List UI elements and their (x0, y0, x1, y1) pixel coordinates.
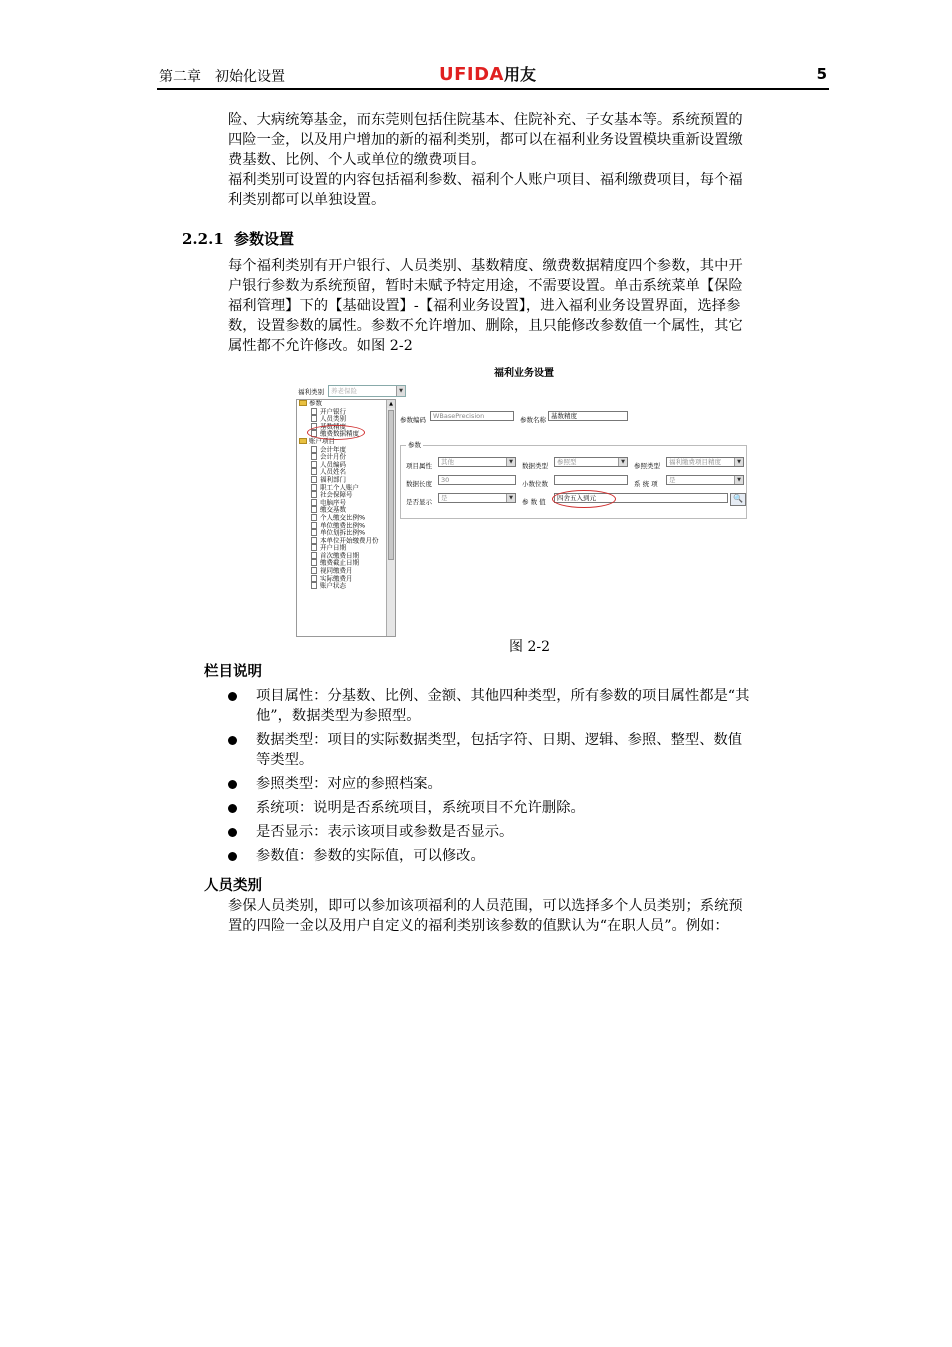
search-icon[interactable]: 🔍 (730, 493, 746, 506)
file-icon (311, 415, 317, 422)
tree-item-label: 福利部门 (320, 475, 346, 484)
chevron-down-icon[interactable]: ▼ (506, 458, 515, 466)
bullet-item (228, 822, 830, 842)
tree-item-label: 社会保障号 (320, 490, 353, 499)
tree-item-label: 人员编码 (320, 460, 346, 469)
chevron-down-icon[interactable]: ▼ (734, 476, 743, 484)
tree-item[interactable] (297, 582, 395, 590)
ref-type-select[interactable] (666, 457, 744, 467)
personnel-paragraph (228, 896, 830, 936)
file-icon (311, 484, 317, 491)
file-icon (311, 559, 317, 566)
tree-item-label: 开户日期 (320, 543, 346, 552)
tree-item-label: 缴费数据精度 (320, 429, 359, 438)
tree-item-label: 会计年度 (320, 445, 346, 454)
tree-item[interactable] (297, 461, 395, 469)
file-icon (311, 461, 317, 468)
display-select[interactable] (438, 493, 516, 503)
category-value: 养老保险 (331, 387, 357, 395)
tree-item-label: 缴交基数 (320, 505, 346, 514)
tree-item-label: 实际缴费月 (320, 574, 353, 583)
param-name-label: 参数名称 (520, 416, 546, 424)
tree-item[interactable] (297, 453, 395, 461)
tree-item[interactable] (297, 408, 395, 416)
welfare-settings-screenshot (294, 362, 748, 636)
file-icon (311, 582, 317, 589)
display-value: 是 (441, 494, 448, 502)
bullet-icon (228, 804, 237, 813)
text-line: 福利类别可设置的内容包括福利参数、福利个人账户项目、福利缴费项目，每个福 (228, 172, 743, 188)
bullet-icon (228, 828, 237, 837)
tree-item-label: 人员姓名 (320, 467, 346, 476)
red-highlight-circle (307, 425, 365, 440)
tree-item-label: 单位划拆比例% (320, 528, 366, 537)
page-header (157, 62, 829, 88)
tree-item[interactable] (297, 446, 395, 454)
tree-item-label: 视同缴费月 (320, 566, 353, 575)
tree-item[interactable] (297, 537, 395, 545)
file-icon (311, 506, 317, 513)
section-paragraph (228, 256, 830, 356)
tree-item-label: 账户状态 (320, 581, 346, 590)
tree-item-label: 首次缴费日期 (320, 551, 359, 560)
text-line: 费基数、比例、个人或单位的缴费项目。 (228, 152, 486, 168)
bullet-icon (228, 780, 237, 789)
file-icon (311, 537, 317, 544)
folder-icon (299, 438, 307, 444)
text-line: 等类型。 (256, 752, 314, 768)
tree-item-label: 电脑序号 (320, 498, 346, 507)
text-line: 利类别都可以单独设置。 (228, 192, 386, 208)
bullet-icon (228, 692, 237, 701)
bullet-item (228, 846, 830, 866)
text-line: 数据类型：项目的实际数据类型，包括字符、日期、逻辑、参照、整型、数值 (256, 732, 743, 748)
text-line: 数，设置参数的属性。参数不允许增加、删除，且只能修改参数值一个属性，其它 (228, 318, 743, 334)
section-title: 参数设置 (234, 230, 295, 248)
bullet-item (228, 798, 830, 818)
text-line: 项目属性：分基数、比例、金额、其他四种类型，所有参数的项目属性都是“其 (256, 688, 750, 704)
scroll-thumb[interactable] (388, 410, 394, 560)
tree-item[interactable] (297, 575, 395, 583)
section-heading (182, 228, 294, 249)
tree-item-label: 基数精度 (320, 422, 346, 431)
section-number: 2.2.1 (182, 230, 224, 248)
tree-item-label: 本单位开始缴费月份 (320, 536, 379, 545)
settings-tree[interactable] (296, 399, 396, 637)
tree-group[interactable] (297, 400, 395, 408)
param-value-field[interactable]: 四舍五入到元 (554, 493, 728, 503)
category-label: 福利类别 (298, 388, 324, 396)
bullet-icon (228, 736, 237, 745)
chevron-down-icon[interactable]: ▼ (734, 458, 743, 466)
length-label: 数据长度 (406, 480, 432, 488)
text-line: 户银行参数为系统预留，暂时未赋予特定用途，不需要设置。单击系统菜单【保险 (228, 278, 743, 294)
ref-type-value: 福利缴费项目精度 (669, 458, 721, 466)
text-line: 参数值：参数的实际值，可以修改。 (256, 848, 485, 864)
file-icon (311, 529, 317, 536)
figure-window-title: 福利业务设置 (494, 368, 554, 379)
param-value-label: 参 数 值 (522, 498, 546, 506)
tree-scrollbar[interactable] (386, 400, 395, 636)
decimals-label: 小数位数 (522, 480, 548, 488)
tree-item-label: 职工个人账户 (320, 483, 359, 492)
text-line: 参保人员类别，即可以参加该项福利的人员范围，可以选择多个人员类别；系统预 (228, 898, 743, 914)
file-icon (311, 522, 317, 529)
system-item-label: 系 统 项 (634, 480, 658, 488)
text-line: 是否显示：表示该项目或参数是否显示。 (256, 824, 514, 840)
columns-heading: 栏目说明 (204, 664, 262, 680)
text-line: 参照类型：对应的参照档案。 (256, 776, 442, 792)
file-icon (311, 491, 317, 498)
logo-text-en: UFIDA (439, 64, 504, 85)
text-line: 险、大病统筹基金，而东莞则包括住院基本、住院补充、子女基本等。系统预置的 (228, 112, 743, 128)
chevron-down-icon[interactable]: ▼ (506, 494, 515, 502)
intro-paragraph (228, 110, 830, 210)
param-name-field[interactable]: 基数精度 (548, 411, 628, 421)
file-icon (311, 567, 317, 574)
system-item-select[interactable] (666, 475, 744, 485)
ufida-logo (439, 62, 536, 85)
category-select[interactable] (328, 385, 406, 397)
file-icon (311, 446, 317, 453)
text-line: 置的四险一金以及用户自定义的福利类别该参数的值默认为“在职人员”。例如： (228, 918, 729, 934)
scroll-up-icon[interactable]: ▲ (387, 400, 395, 408)
figure-caption: 图 2-2 (509, 639, 550, 655)
file-icon (311, 468, 317, 475)
data-type-value: 参照型 (557, 458, 577, 466)
chapter-title: 第二章 初始化设置 (159, 69, 285, 85)
data-type-select[interactable] (554, 457, 628, 467)
param-code-label: 参数编码 (400, 416, 426, 424)
header-rule (157, 88, 829, 90)
parameter-pane (398, 399, 746, 635)
tree-item-label: 个人缴交比例% (320, 513, 366, 522)
tree-item[interactable] (297, 415, 395, 423)
param-group-label: 参数 (408, 441, 421, 449)
chevron-down-icon[interactable]: ▼ (618, 458, 627, 466)
text-line: 每个福利类别有开户银行、人员类别、基数精度、缴费数据精度四个参数，其中开 (228, 258, 743, 274)
tree-item-label: 参数 (309, 399, 322, 407)
tree-item[interactable] (297, 468, 395, 476)
logo-text-cn: 用友 (503, 65, 536, 84)
tree-item-label: 人员类别 (320, 414, 346, 423)
file-icon (311, 453, 317, 460)
param-code-field[interactable]: WBasePrecision (430, 411, 514, 421)
tree-item[interactable] (297, 491, 395, 499)
red-highlight-circle (552, 490, 616, 508)
file-icon (311, 476, 317, 483)
text-line: 四险一金，以及用户增加的新的福利类别，都可以在福利业务设置模块重新设置缴 (228, 132, 743, 148)
system-item-value: 是 (669, 476, 676, 484)
file-icon (311, 499, 317, 506)
tree-item-label: 会计月份 (320, 452, 346, 461)
tree-item-label: 开户银行 (320, 407, 346, 416)
ref-type-label: 参照类型 (634, 462, 660, 470)
item-attr-value: 其他 (441, 458, 454, 466)
page-number: 5 (816, 65, 827, 83)
tree-item-label: 单位缴费比例% (320, 521, 366, 529)
text-line: 福利管理】下的【基础设置】-【福利业务设置】，进入福利业务设置界面，选择参 (228, 298, 741, 314)
file-icon (311, 408, 317, 415)
file-icon (311, 552, 317, 559)
bullet-list (228, 686, 830, 870)
tree-item-label: 账户项目 (309, 436, 335, 445)
item-attr-label: 项目属性 (406, 462, 432, 470)
length-field[interactable]: 30 (438, 475, 516, 485)
file-icon (311, 544, 317, 551)
folder-icon (299, 400, 307, 406)
category-row (296, 384, 746, 398)
bullet-item (228, 730, 830, 770)
text-line: 属性都不允许修改。如图 2-2 (228, 338, 413, 354)
bullet-icon (228, 852, 237, 861)
data-type-label: 数据类型 (522, 462, 548, 470)
file-icon (311, 514, 317, 521)
item-attr-select[interactable] (438, 457, 516, 467)
decimals-field[interactable] (554, 475, 628, 485)
bullet-item (228, 686, 830, 726)
text-line: 他”，数据类型为参照型。 (256, 708, 421, 724)
text-line: 系统项：说明是否系统项目，系统项目不允许删除。 (256, 800, 585, 816)
tree-item[interactable] (297, 499, 395, 507)
chevron-down-icon[interactable]: ▼ (396, 386, 405, 396)
tree-item-label: 缴费截止日期 (320, 558, 359, 567)
personnel-heading: 人员类别 (204, 878, 262, 894)
display-label: 是否显示 (406, 498, 432, 506)
bullet-item (228, 774, 830, 794)
file-icon (311, 575, 317, 582)
